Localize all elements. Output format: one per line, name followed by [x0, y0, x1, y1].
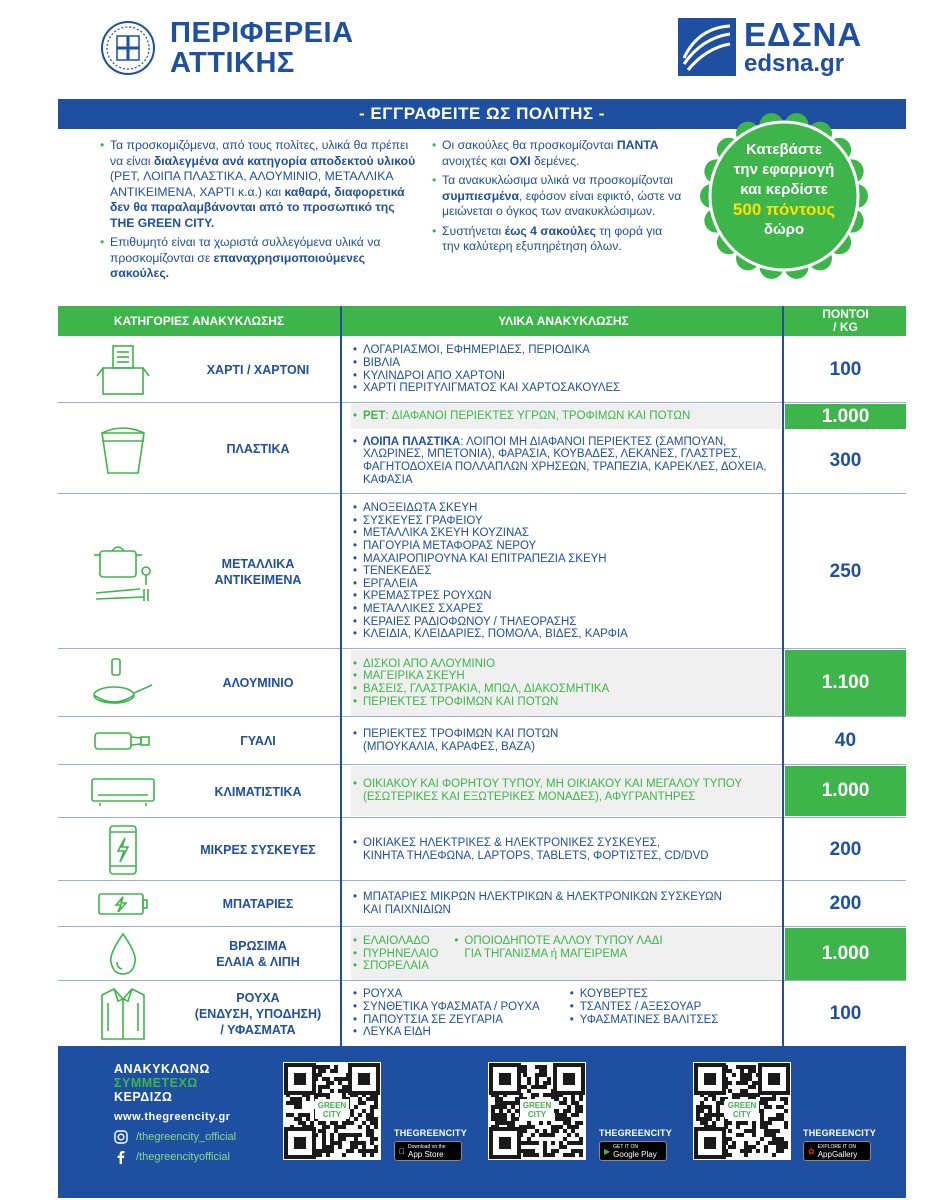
category-label: ΚΛΙΜΑΤΙΣΤΙΚΑ	[214, 784, 302, 799]
points-value: 250	[829, 560, 862, 582]
qr-code-icon	[488, 1062, 586, 1160]
points-value: 100	[829, 358, 862, 380]
facebook-icon	[114, 1150, 128, 1164]
greek-seal-icon	[100, 20, 156, 76]
apple-icon	[399, 1147, 405, 1156]
appstore-badge[interactable]: THEGREENCITY Download on the App Store	[394, 1128, 467, 1159]
region-name-line1: ΠΕΡΙΦΕΡΕΙΑ	[170, 17, 354, 49]
app-promo-text: Κατεβάστε την εφαρμογή και κερδίστε 500 πόντους δώρο	[732, 141, 836, 238]
intro-left	[100, 138, 420, 286]
intro-bullet: • Επιθυμητό είναι τα χωριστά συλλεγόμενα υλικά να προσκομίζονται σε επαναχρησιμοποιούμενες σακούλες.	[100, 235, 420, 282]
instagram-icon	[114, 1130, 128, 1144]
items-list: • ΡΟΥΧΑ • ΣΥΝΘΕΤΙΚΑ ΥΦΑΣΜΑΤΑ / ΡΟΥΧΑ • ΠΑΠΟΥΤΣΙΑ ΣΕ ΖΕΥΓΑΡΙΑ • ΛΕΥΚΑ ΕΙΔΗ • ΚΟΥΒΕΡΤΕΣ • ΤΣΑΝΤΕΣ / ΑΞΕΣΟΥΑΡ • ΥΦΑΣΜΑΤΙΝΕΣ ΒΑΛΙΤΣΕΣ	[351, 981, 781, 1046]
facebook-link[interactable]: /thegreencityofficial	[114, 1150, 230, 1164]
register-banner: - ΕΓΓΡΑΦΕΙΤΕ ΩΣ ΠΟΛΙΤΗΣ -	[58, 99, 906, 129]
intro-bullet: • Συστήνεται έως 4 σακούλες τη φορά για την καλύτερη εξυπηρέτηση όλων.	[432, 224, 682, 255]
qr-logo-label: CITY	[732, 1110, 752, 1119]
items-list: • ΜΠΑΤΑΡΙΕΣ ΜΙΚΡΩΝ ΗΛΕΚΤΡΙΚΩΝ & ΗΛΕΚΤΡΟΝΙΚΩΝ ΣΥΣΚΕΥΩΝ ΚΑΙ ΠΑΙΧΝΙΔΙΩΝ	[351, 881, 781, 927]
qr-code-appstore[interactable]	[283, 1062, 381, 1160]
points-value: 200	[829, 893, 862, 914]
qr-code-icon	[283, 1062, 381, 1160]
edsna-logo	[678, 18, 862, 76]
points-value: 1.000	[785, 928, 906, 980]
edsna-wave-icon	[678, 18, 736, 76]
other-plastics-points-value: 300	[829, 450, 862, 471]
header-materials: ΥΛΙΚΑ ΑΝΑΚΥΚΛΩΣΗΣ	[498, 313, 629, 328]
smartphone-icon	[88, 818, 158, 881]
qr-code-icon	[693, 1062, 791, 1160]
googleplay-badge[interactable]: THEGREENCITY ▶ GET IT ON Google Play	[599, 1128, 672, 1159]
intro-bullet: • Τα ανακυκλώσιμα υλικά να προσκομίζονται συμπιεσμένα, εφόσον είναι εφικτό, ώστε να μειώνεται ο όγκος των ανακυκλώσιμων.	[432, 173, 682, 220]
qr-code-appgallery[interactable]	[693, 1062, 791, 1160]
huawei-icon: ✿	[808, 1146, 815, 1156]
intro-right	[432, 138, 682, 259]
qr-logo-label: GREEN	[317, 1101, 347, 1110]
category-label: ΡΟΥΧΑ (ΕΝΔΥΣΗ, ΥΠΟΔΗΣΗ) / ΥΦΑΣΜΑΤΑ	[194, 990, 322, 1037]
footer	[58, 1046, 906, 1198]
category-label: ΜΙΚΡΕΣ ΣΥΣΚΕΥΕΣ	[200, 842, 316, 857]
items-list: • ΔΙΣΚΟΙ ΑΠΟ ΑΛΟΥΜΙΝΙΟ • ΜΑΓΕΙΡΙΚΑ ΣΚΕΥΗ • ΒΑΣΕΙΣ, ΓΛΑΣΤΡΑΚΙΑ, ΜΠΩΛ, ΔΙΑΚΟΣΜΗΤΙΚΑ • ΠΕΡΙΕΚΤΕΣ ΤΡΟΦΙΜΩΝ ΚΑΙ ΠΟΤΩΝ	[351, 650, 781, 716]
shirt-icon	[88, 981, 158, 1046]
instagram-link[interactable]: /thegreencity_official	[114, 1130, 236, 1144]
website-link[interactable]: www.thegreencity.gr	[114, 1111, 231, 1123]
pet-item: • PET: ΔΙΑΦΑΝΟΙ ΠΕΡΙΕΚΤΕΣ ΥΓΡΩΝ, ΤΡΟΦΙΜΩΝ ΚΑΙ ΠΟΤΩΝ	[351, 404, 781, 429]
table-row	[58, 765, 906, 818]
air-conditioner-icon	[88, 765, 158, 818]
qr-code-googleplay[interactable]	[488, 1062, 586, 1160]
qr-logo-label: CITY	[322, 1110, 342, 1119]
header-points: ΠΟΝΤΟΙ / KG	[822, 307, 869, 334]
points-value: 1.100	[785, 650, 906, 716]
points-value: 40	[834, 730, 857, 751]
frying-pan-icon	[88, 649, 158, 717]
glass-bottle-icon	[88, 717, 158, 765]
items-list: • ΟΙΚΙΑΚΟΥ ΚΑΙ ΦΟΡΗΤΟΥ ΤΥΠΟΥ, ΜΗ ΟΙΚΙΑΚΟΥ ΚΑΙ ΜΕΓΑΛΟΥ ΤΥΠΟΥ (ΕΣΩΤΕΡΙΚΕΣ ΚΑΙ ΕΞΩΤΕΡΙΚΕΣ ΜΟΝΑΔΕΣ), ΑΦΥΓΡΑΝΤΗΡΕΣ	[351, 766, 781, 816]
recycling-table	[58, 306, 906, 1046]
edsna-brand: ΕΔΣΝΑ	[744, 16, 863, 53]
points-value: 1.000	[785, 766, 906, 816]
table-row	[58, 818, 906, 881]
plastic-bucket-icon	[88, 403, 158, 494]
points-value: 100	[829, 1002, 862, 1024]
table-row	[58, 494, 906, 649]
items-list: • ΛΟΓΑΡΙΑΣΜΟΙ, ΕΦΗΜΕΡΙΔΕΣ, ΠΕΡΙΟΔΙΚΑ • ΒΙΒΛΙΑ • ΚΥΛΙΝΔΡΟΙ ΑΠΟ ΧΑΡΤΟΝΙ • ΧΑΡΤΙ ΠΕΡΙΤΥΛΙΓΜΑΤΟΣ ΚΑΙ ΧΑΡΤΟΣΑΚΟΥΛΕΣ	[351, 336, 781, 403]
region-attica-logo	[100, 18, 354, 78]
intro-bullet: • Τα προσκομιζόμενα, από τους πολίτες, υλικά θα πρέπει να είναι διαλεγμένα ανά κατηγορία αποδεκτού υλικού (PET, ΛΟΙΠΑ ΠΛΑΣΤΙΚΑ, ΑΛΟΥΜΙΝΙΟ, ΜΕΤΑΛΛΙΚΑ ΑΝΤΙΚΕΙΜΕΝΑ, ΧΑΡΤΙ κ.α.) και καθαρά, διαφορετικά δεν θα παραλαμβάνονται από το προσωπικό της THE GREEN CITY.	[100, 138, 420, 231]
items-list: • ΑΝΟΞΕΙΔΩΤΑ ΣΚΕΥΗ • ΣΥΣΚΕΥΕΣ ΓΡΑΦΕΙΟΥ • ΜΕΤΑΛΛΙΚΑ ΣΚΕΥΗ ΚΟΥΖΙΝΑΣ • ΠΑΓΟΥΡΙΑ ΜΕΤΑΦΟΡΑΣ ΝΕΡΟΥ • ΜΑΧΑΙΡΟΠΙΡΟΥΝΑ ΚΑΙ ΕΠΙΤΡΑΠΕΖΙΑ ΣΚΕΥΗ • ΤΕΝΕΚΕΔΕΣ • ΕΡΓΑΛΕΙΑ • ΚΡΕΜΑΣΤΡΕΣ ΡΟΥΧΩΝ • ΜΕΤΑΛΛΙΚΕΣ ΣΧΑΡΕΣ • ΚΕΡΑΙΕΣ ΡΑΔΙΟΦΩΝΟΥ / ΤΗΛΕΟΡΑΣΗΣ • ΚΛΕΙΔΙΑ, ΚΛΕΙΔΑΡΙΕΣ, ΠΟΜΟΛΑ, ΒΙΔΕΣ, ΚΑΡΦΙΑ	[351, 494, 781, 649]
table-row	[58, 649, 906, 717]
table-row	[58, 927, 906, 981]
table-row	[58, 881, 906, 927]
category-label: ΑΛΟΥΜΙΝΙΟ	[222, 676, 294, 690]
category-label: ΓΥΑΛΙ	[240, 734, 276, 748]
items-list: • ΠΕΡΙΕΚΤΕΣ ΤΡΟΦΙΜΩΝ ΚΑΙ ΠΟΤΩΝ (ΜΠΟΥΚΑΛΙΑ, ΚΑΡΑΦΕΣ, ΒΑΖΑ)	[351, 717, 781, 765]
category-label: ΠΛΑΣΤΙΚΑ	[226, 441, 290, 456]
column-divider	[782, 306, 784, 1046]
appgallery-badge[interactable]: THEGREENCITY ✿ EXPLORE IT ON AppGallery	[803, 1128, 876, 1159]
header-category: ΚΑΤΗΓΟΡΙΕΣ ΑΝΑΚΥΚΛΩΣΗΣ	[113, 313, 285, 328]
oil-drop-icon	[88, 927, 158, 981]
items-list: • ΟΙΚΙΑΚΕΣ ΗΛΕΚΤΡΙΚΕΣ & ΗΛΕΚΤΡΟΝΙΚΕΣ ΣΥΣΚΕΥΕΣ, ΚΙΝΗΤΑ ΤΗΛΕΦΩΝΑ, LAPTOPS, TABLETS, ΦΟΡΤΙΣΤΕΣ, CD/DVD	[351, 818, 781, 881]
qr-logo-label: GREEN	[522, 1101, 552, 1110]
metal-pot-icon	[88, 494, 158, 649]
play-icon: ▶	[604, 1146, 611, 1156]
table-row	[58, 981, 906, 1046]
category-label: ΜΕΤΑΛΛΙΚΑ ΑΝΤΙΚΕΙΜΕΝΑ	[214, 556, 302, 587]
table-row	[58, 403, 906, 494]
battery-icon	[88, 881, 158, 927]
table-row	[58, 336, 906, 403]
category-label: ΜΠΑΤΑΡΙΕΣ	[222, 897, 294, 911]
intro-bullet: • Οι σακούλες θα προσκομίζονται ΠΑΝΤΑ ανοιχτές και ΟΧΙ δεμένες.	[432, 138, 682, 169]
qr-logo-label: GREEN	[727, 1101, 757, 1110]
region-name-line2: ΑΤΤΙΚΗΣ	[170, 47, 295, 79]
items-list: • ΕΛΑΙΟΛΑΔΟ • ΠΥΡΗΝΕΛΑΙΟ • ΣΠΟΡΕΛΑΙΑ • ΟΠΟΙΟΔΗΠΟΤΕ ΑΛΛΟΥ ΤΥΠΟΥ ΛΑΔΙ ΓΙΑ ΤΗΓΑΝΙΣΜΑ ή ΜΑΓΕΙΡΕΜΑ	[351, 928, 781, 980]
table-row	[58, 717, 906, 765]
column-divider	[340, 306, 342, 1046]
paper-box-icon	[88, 336, 158, 403]
qr-logo-label: CITY	[527, 1110, 547, 1119]
category-label: ΧΑΡΤΙ / ΧΑΡΤΟΝΙ	[206, 362, 310, 377]
edsna-url: edsna.gr	[744, 50, 845, 77]
table-header	[58, 306, 906, 336]
pet-points-value: 1.000	[785, 404, 906, 429]
category-label: ΒΡΩΣΙΜΑ ΕΛΑΙΑ & ΛΙΠΗ	[216, 939, 300, 969]
points-value: 200	[829, 838, 862, 860]
footer-slogan: ΑΝΑΚΥΚΛΩΝΩ ΣΥΜΜΕΤΕΧΩ ΚΕΡΔΙΖΩ www.thegreencity.gr	[114, 1062, 231, 1123]
other-plastics-item: • ΛΟΙΠΑ ΠΛΑΣΤΙΚΑ: ΛΟΙΠΟΙ ΜΗ ΔΙΑΦΑΝΟΙ ΠΕΡΙΕΚΤΕΣ (ΣΑΜΠΟΥΑΝ, ΧΛΩΡΙΝΕΣ, ΜΠΕΤΟΝΙΑ), ΦΑΡΑΣΙΑ, ΚΟΥΒΑΔΕΣ, ΛΕΚΑΝΕΣ, ΓΛΑΣΤΡΕΣ, ΦΑΓΗΤΟΔΟΧΕΙΑ ΠΟΛΛΑΠΛΩΝ ΧΡΗΣΕΩΝ, ΤΡΑΠΕΖΙΑ, ΚΑΡΕΚΛΕΣ, ΔΟΧΕΙΑ, ΚΑΦΑΣΙΑ	[351, 431, 781, 491]
